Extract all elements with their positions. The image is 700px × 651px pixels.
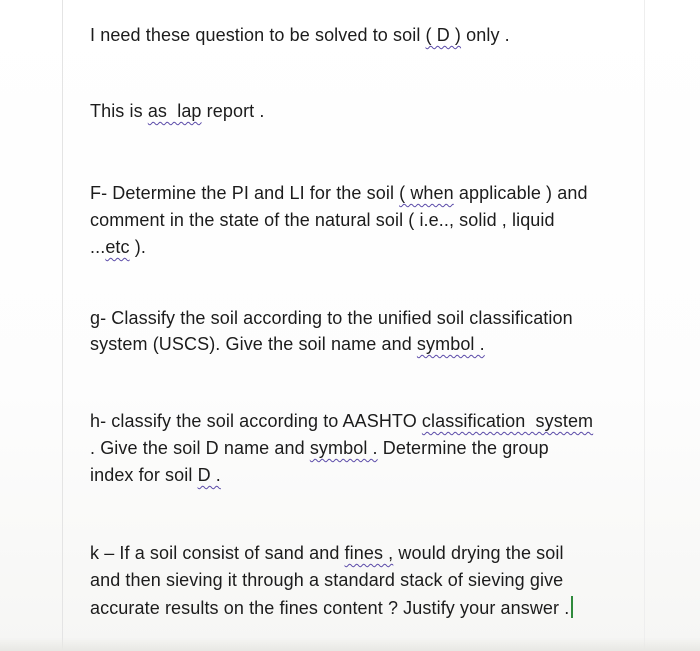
question-f-line-3: ...etc ).	[90, 237, 146, 257]
spellcheck-underline: fines ,	[344, 543, 394, 563]
question-g-line-2: system (USCS). Give the soil name and symbol .	[90, 334, 485, 354]
right-margin-rule	[644, 0, 645, 651]
spellcheck-underline: classification system	[421, 411, 594, 431]
question-f-line-1: F- Determine the PI and LI for the soil ( when applicable ) and	[90, 183, 588, 203]
spellcheck-underline: ( when	[399, 183, 454, 203]
spellcheck-underline: symbol .	[309, 438, 378, 458]
question-k-line-2: and then sieving it through a standard stack of sieving give	[90, 570, 564, 590]
intro-line-1: I need these question to be solved to soil ( D ) only .	[90, 25, 510, 45]
question-g-line-1: g- Classify the soil according to the unified soil classification	[90, 308, 573, 328]
question-k-line-1: k – If a soil consist of sand and fines , would drying the soil	[90, 543, 564, 563]
question-f-line-2: comment in the state of the natural soil ( i.e.., solid , liquid	[90, 210, 555, 230]
spellcheck-underline: as lap	[147, 101, 202, 121]
question-h-line-2: . Give the soil D name and symbol . Determine the group	[90, 438, 549, 458]
spellcheck-underline: D .	[197, 465, 221, 485]
text-cursor	[571, 596, 573, 618]
spellcheck-underline: ( D )	[425, 25, 462, 45]
question-h-line-3: index for soil D .	[90, 465, 221, 485]
page-bottom-edge	[0, 637, 700, 651]
spellcheck-underline: etc	[105, 237, 130, 257]
intro-line-2: This is as lap report .	[90, 101, 265, 121]
spellcheck-underline: symbol .	[416, 334, 485, 354]
question-h-line-1: h- classify the soil according to AASHTO classification system	[90, 411, 594, 431]
margin-rule	[62, 0, 63, 651]
question-k-line-3[interactable]: accurate results on the fines content ? Justify your answer .	[90, 596, 573, 620]
